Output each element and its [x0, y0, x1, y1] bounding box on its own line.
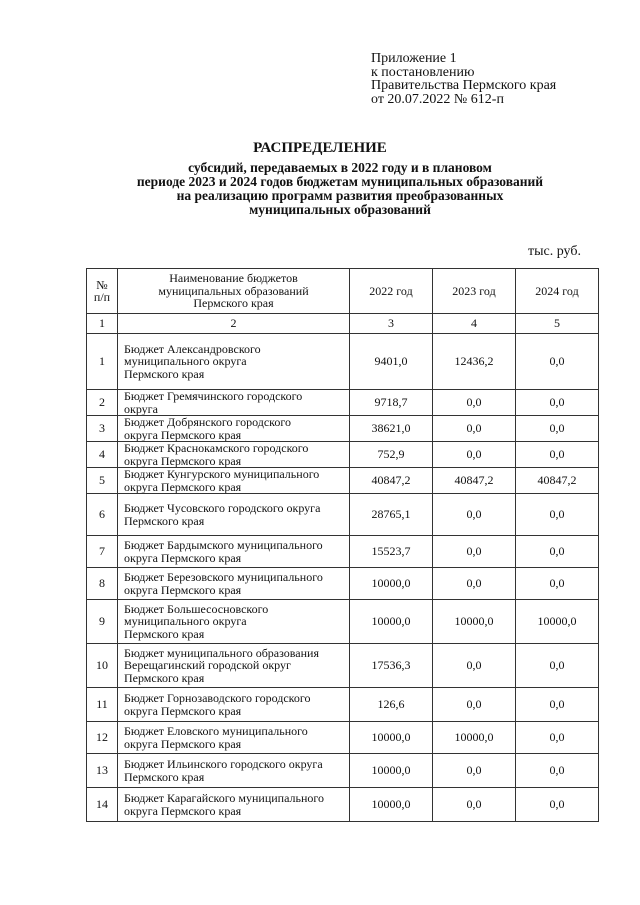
value-2024: 0,0: [516, 722, 599, 754]
budget-name-line: округа Пермского края: [124, 453, 242, 468]
budget-name: [118, 494, 350, 536]
value-2023: 10000,0: [433, 600, 516, 644]
table-row: [87, 722, 599, 754]
value-2022: 126,6: [350, 688, 433, 722]
value-2024: 40847,2: [516, 468, 599, 494]
subtitle-line: субсидий, передаваемых в 2022 году и в плановом: [188, 160, 492, 175]
subtitle-line: муниципальных образований: [249, 202, 431, 217]
table-row: [87, 390, 599, 416]
row-number: 4: [87, 442, 118, 468]
value-2022: 9718,7: [350, 390, 433, 416]
subtitle-line: на реализацию программ развития преобразованных: [176, 188, 504, 203]
budget-name-line: Пермского края: [124, 670, 205, 685]
budget-name: [118, 722, 350, 754]
value-2024: 0,0: [516, 494, 599, 536]
table-row: [87, 688, 599, 722]
value-2023: 0,0: [433, 788, 516, 822]
col-number: 1: [87, 314, 118, 334]
table-row: [87, 568, 599, 600]
col-number: 5: [516, 314, 599, 334]
value-2023: 0,0: [433, 536, 516, 568]
budget-name-line: Бюджет Гремячинского городского: [124, 389, 303, 403]
subtitle-line: периоде 2023 и 2024 годов бюджетам муниципальных образований: [136, 174, 544, 189]
budget-name: [118, 568, 350, 600]
row-number: 12: [87, 722, 118, 754]
budget-name-line: Бюджет Карагайского муниципального: [124, 791, 325, 805]
budget-name-line: округа Пермского края: [124, 550, 242, 565]
budget-name-line: Бюджет муниципального образования: [124, 645, 319, 660]
appendix-line: от 20.07.2022 № 612-п: [371, 91, 504, 107]
table-row: [87, 600, 599, 644]
table-row: [87, 334, 599, 390]
value-2024: 0,0: [516, 688, 599, 722]
table-row: [87, 468, 599, 494]
budget-name-line: Бюджет Добрянского городского: [124, 415, 292, 429]
row-number: 9: [87, 600, 118, 644]
value-2022: 28765,1: [350, 494, 433, 536]
budget-name: [118, 416, 350, 442]
value-2022: 10000,0: [350, 568, 433, 600]
budget-name-line: Бюджет Еловского муниципального: [124, 724, 308, 738]
row-number: 5: [87, 468, 118, 494]
value-2024: 0,0: [516, 568, 599, 600]
subsidy-table: [86, 268, 599, 822]
budget-name-line: Бюджет Краснокамского городского: [124, 441, 309, 455]
table-body: [87, 269, 599, 822]
value-2023: 12436,2: [433, 334, 516, 390]
value-2023: 40847,2: [433, 468, 516, 494]
header-name: Наименование бюджетов муниципальных образований Пермского края: [118, 269, 350, 314]
budget-name-line: округа: [124, 401, 158, 416]
budget-name-line: Бюджет Березовского муниципального: [124, 570, 323, 584]
budget-name: [118, 334, 350, 390]
value-2022: 9401,0: [350, 334, 433, 390]
row-number: 6: [87, 494, 118, 536]
budget-name-line: Бюджет Бардымского муниципального: [124, 538, 323, 552]
table-row: [87, 442, 599, 468]
value-2024: 0,0: [516, 442, 599, 468]
row-number: 3: [87, 416, 118, 442]
table-row: [87, 494, 599, 536]
row-number: 13: [87, 754, 118, 788]
appendix-line: к постановлению: [371, 64, 475, 80]
value-2023: 0,0: [433, 568, 516, 600]
col-number: 3: [350, 314, 433, 334]
value-2022: 10000,0: [350, 600, 433, 644]
appendix-line: Правительства Пермского края: [371, 78, 557, 93]
budget-name: [118, 536, 350, 568]
budget-name-line: Бюджет Александровского: [124, 341, 261, 356]
table-row: [87, 536, 599, 568]
appendix-line: Приложение 1: [371, 51, 457, 66]
value-2024: 0,0: [516, 334, 599, 390]
value-2023: 0,0: [433, 644, 516, 688]
row-number: 1: [87, 334, 118, 390]
budget-name-line: муниципального округа: [124, 354, 247, 369]
budget-name: [118, 442, 350, 468]
value-2023: 0,0: [433, 494, 516, 536]
budget-name-line: Бюджет Горнозаводского городского: [124, 691, 311, 705]
value-2024: 0,0: [516, 416, 599, 442]
value-2022: 752,9: [350, 442, 433, 468]
budget-name-line: Бюджет Чусовского городского округа: [124, 501, 321, 515]
table-row: [87, 644, 599, 688]
value-2022: 17536,3: [350, 644, 433, 688]
value-2024: 0,0: [516, 644, 599, 688]
value-2023: 10000,0: [433, 722, 516, 754]
budget-name-line: муниципального округа: [124, 614, 247, 629]
budget-name-line: округа Пермского края: [124, 479, 242, 494]
row-number: 8: [87, 568, 118, 600]
budget-name-line: Пермского края: [124, 513, 205, 528]
budget-name: [118, 644, 350, 688]
value-2024: 0,0: [516, 390, 599, 416]
budget-name-line: округа Пермского края: [124, 703, 242, 718]
column-number-row: [87, 314, 599, 334]
budget-name-line: Бюджет Большесосновского: [124, 601, 269, 616]
value-2023: 0,0: [433, 688, 516, 722]
value-2023: 0,0: [433, 442, 516, 468]
budget-name: [118, 390, 350, 416]
document-subtitle: [100, 161, 580, 217]
budget-name: [118, 468, 350, 494]
row-number: 14: [87, 788, 118, 822]
budget-name: [118, 600, 350, 644]
value-2024: 0,0: [516, 788, 599, 822]
value-2022: 10000,0: [350, 788, 433, 822]
table-row: [87, 754, 599, 788]
appendix-block: [371, 52, 556, 106]
table-row: [87, 788, 599, 822]
table-row: [87, 416, 599, 442]
budget-name-line: округа Пермского края: [124, 427, 242, 442]
value-2024: 10000,0: [516, 600, 599, 644]
value-2022: 38621,0: [350, 416, 433, 442]
budget-name-line: округа Пермского края: [124, 582, 242, 597]
budget-name-line: округа Пермского края: [124, 803, 242, 818]
header-2024: 2024 год: [516, 269, 599, 314]
budget-name-line: Бюджет Ильинского городского округа: [124, 757, 323, 771]
budget-name-line: округа Пермского края: [124, 736, 242, 751]
budget-name-line: Пермского края: [124, 769, 205, 784]
budget-name-line: Верещагинский городской округ: [124, 658, 291, 673]
row-number: 11: [87, 688, 118, 722]
value-2024: 0,0: [516, 536, 599, 568]
value-2023: 0,0: [433, 754, 516, 788]
budget-name: [118, 788, 350, 822]
col-number: 2: [118, 314, 350, 334]
budget-name-line: Пермского края: [124, 626, 205, 641]
value-2022: 10000,0: [350, 754, 433, 788]
value-2023: 0,0: [433, 416, 516, 442]
row-number: 7: [87, 536, 118, 568]
header-num: № п/п: [87, 269, 118, 314]
table-header-row: [87, 269, 599, 314]
value-2022: 10000,0: [350, 722, 433, 754]
value-2023: 0,0: [433, 390, 516, 416]
value-2022: 40847,2: [350, 468, 433, 494]
budget-name: [118, 754, 350, 788]
col-number: 4: [433, 314, 516, 334]
budget-name: [118, 688, 350, 722]
value-2024: 0,0: [516, 754, 599, 788]
row-number: 10: [87, 644, 118, 688]
budget-name-line: Бюджет Кунгурского муниципального: [124, 467, 320, 481]
document-title: РАСПРЕДЕЛЕНИЕ: [253, 140, 387, 156]
row-number: 2: [87, 390, 118, 416]
value-2022: 15523,7: [350, 536, 433, 568]
units-label: тыс. руб.: [528, 244, 581, 259]
header-2022: 2022 год: [350, 269, 433, 314]
header-2023: 2023 год: [433, 269, 516, 314]
budget-name-line: Пермского края: [124, 366, 205, 381]
